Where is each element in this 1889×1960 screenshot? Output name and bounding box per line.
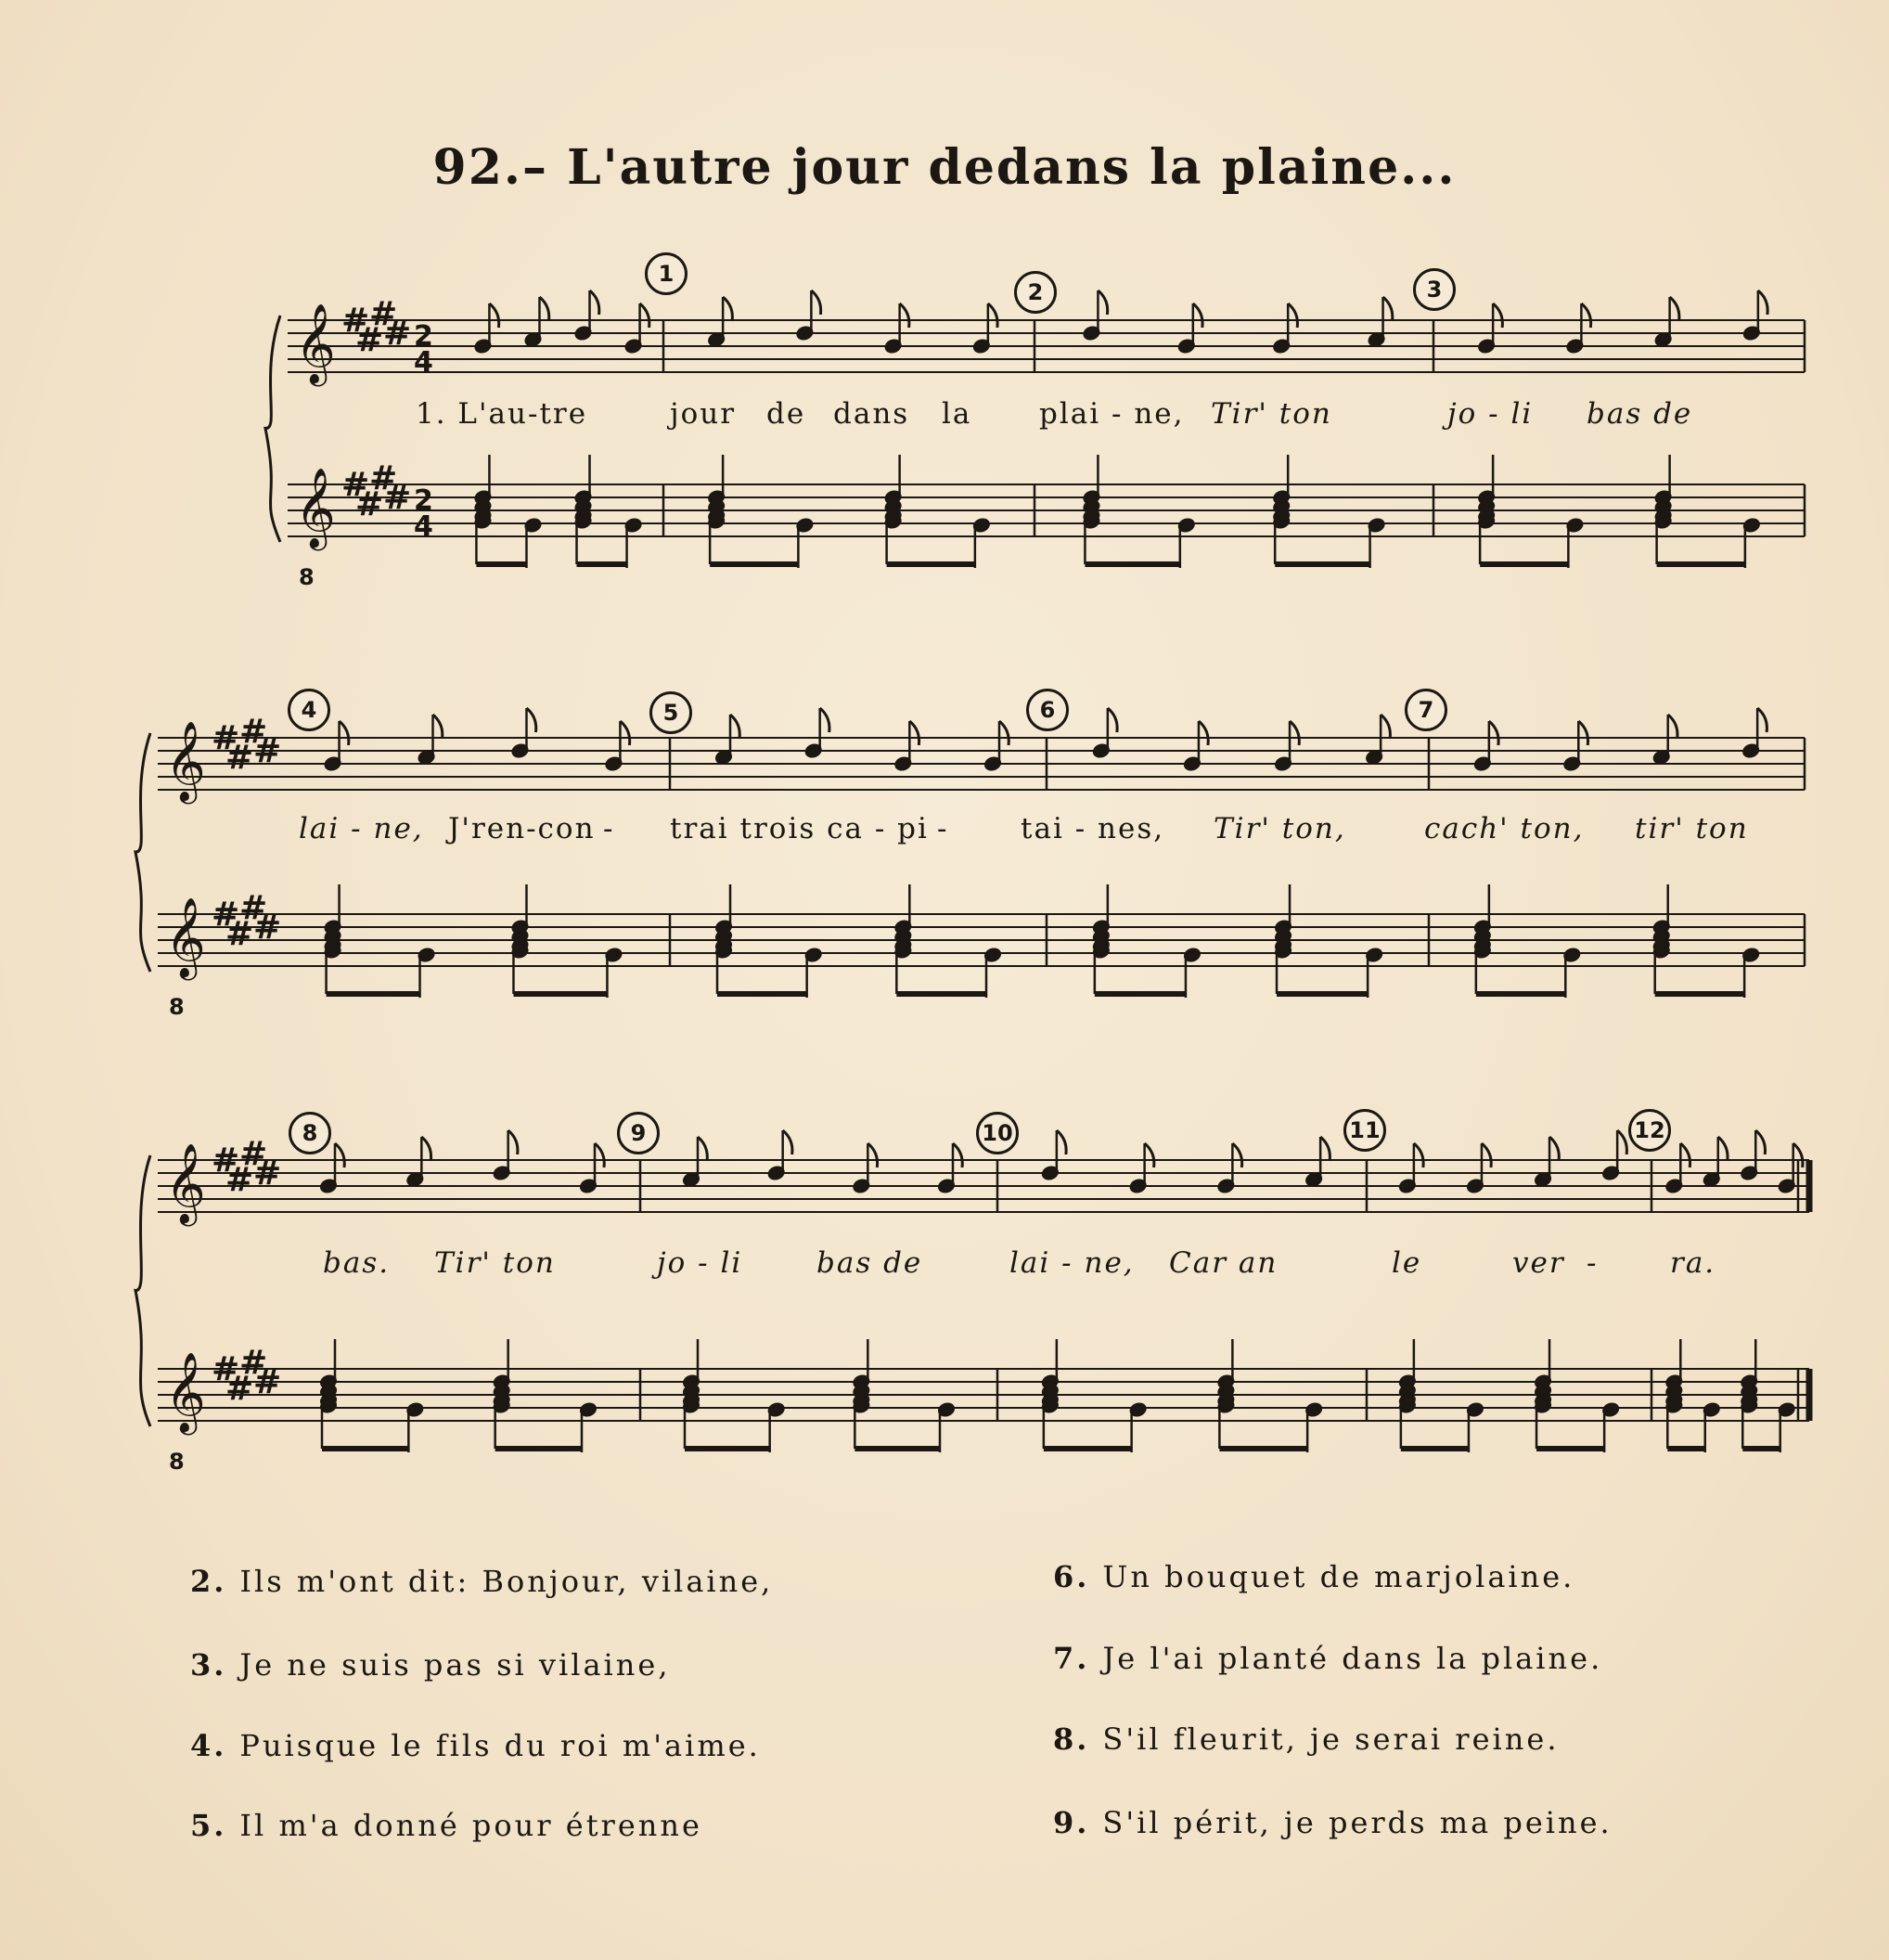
sharp-sign: # [212, 719, 240, 757]
lyric-syllable: plai - ne, [1039, 397, 1185, 431]
note-flag [620, 721, 629, 745]
note-flag [1718, 1137, 1728, 1161]
verse-text: Un bouquet de marjolaine. [1102, 1559, 1575, 1594]
note-flag [1288, 303, 1297, 328]
lyric-syllable: tai - nes, [1021, 812, 1165, 845]
verse-number: 4. [190, 1728, 227, 1763]
verse-7 [1053, 1641, 1602, 1676]
note-flag [1758, 290, 1767, 315]
lyric-syllable: de [766, 397, 806, 431]
sharp-sign: # [239, 1135, 268, 1173]
lyric-syllable: J'ren-con [448, 812, 596, 845]
note-flag [539, 297, 548, 321]
lyric-syllable: Car an [1169, 1246, 1279, 1280]
note-flag [1381, 715, 1390, 739]
lyric-syllable: - [937, 812, 949, 845]
verse-number: 7. [1053, 1641, 1090, 1676]
verse-text: Ils m'ont dit: Bonjour, vilaine, [239, 1564, 774, 1599]
lyric-syllable: Tir' ton [1211, 397, 1332, 431]
sharp-sign: # [341, 466, 370, 504]
note-flag [1199, 721, 1208, 745]
note-flag [1757, 708, 1767, 732]
note-flag [867, 1143, 877, 1167]
verse-text: Je ne suis pas si vilaine, [239, 1647, 671, 1683]
note-flag [783, 1130, 792, 1154]
verse-3 [190, 1647, 670, 1683]
note-flag [1755, 1130, 1765, 1154]
sharp-sign: # [253, 909, 282, 947]
lyric-syllable: dans [833, 397, 910, 431]
lyric-syllable: bas de [1587, 397, 1693, 431]
treble-clef: 𝄞 [165, 1352, 206, 1432]
sharp-sign: # [239, 1344, 268, 1382]
sharp-sign: # [253, 1154, 282, 1193]
measure-number: 4 [288, 689, 330, 731]
voice-staff [158, 713, 1805, 805]
brace [135, 1155, 150, 1426]
lyric-syllable: ra. [1670, 1246, 1716, 1280]
verse-number: 8. [1053, 1721, 1090, 1757]
lyric-syllable: le [1392, 1246, 1422, 1280]
note-flag [595, 1143, 604, 1167]
measure-number: 10 [976, 1112, 1019, 1154]
lyric-syllable: jour [670, 397, 737, 431]
note-flag [1057, 1130, 1066, 1154]
note-flag [1193, 303, 1202, 328]
octave-eight: 8 [299, 564, 315, 590]
sharp-sign: # [225, 915, 254, 953]
guitar-staff [158, 1344, 1809, 1475]
sharp-sign: # [369, 459, 398, 497]
note-flag [335, 1143, 344, 1167]
verse-text: S'il fleurit, je serai reine. [1102, 1721, 1560, 1757]
octave-eight: 8 [169, 1449, 185, 1475]
note-flag [433, 715, 443, 739]
lyric-syllable: 1. L'au-tre [416, 397, 588, 431]
treble-clef: 𝄞 [295, 303, 336, 383]
lyric-syllable: Tir' ton, [1214, 812, 1346, 845]
verse-text: Puisque le fils du roi m'aime. [239, 1728, 761, 1763]
lyric-syllable: jo - li [657, 1246, 743, 1280]
note-flag [900, 303, 909, 328]
brace [265, 316, 280, 542]
verse-text: Il m'a donné pour étrenne [239, 1808, 702, 1843]
measure-number: 9 [617, 1112, 660, 1154]
note-flag [909, 721, 919, 745]
guitar-staff [158, 889, 1805, 1020]
lyric-syllable: tir' ton [1635, 812, 1749, 845]
sharp-sign: # [212, 896, 240, 934]
note-flag [730, 715, 739, 739]
verse-number: 2. [190, 1564, 227, 1599]
lyric-syllable: - [1587, 1246, 1599, 1280]
note-flag [1670, 297, 1679, 321]
note-flag [1290, 721, 1299, 745]
note-flag [953, 1143, 962, 1167]
note-flag [1549, 1137, 1559, 1161]
time-signature-digit: 4 [414, 346, 433, 379]
sharp-sign: # [253, 1363, 282, 1401]
sharp-sign: # [225, 1161, 254, 1199]
time-signature-digit: 2 [414, 320, 433, 353]
sharp-sign: # [239, 713, 268, 751]
lyric-syllable: lai - ne, [1009, 1246, 1135, 1280]
note-flag [988, 303, 997, 328]
verse-number: 6. [1053, 1559, 1090, 1594]
note-flag [698, 1137, 707, 1161]
note-flag [590, 290, 599, 315]
measure-number: 7 [1405, 689, 1447, 731]
verse-text: Je l'ai planté dans la plaine. [1102, 1641, 1603, 1676]
verse-number: 9. [1053, 1805, 1090, 1840]
note-flag [1320, 1137, 1330, 1161]
measure-number: 1 [645, 252, 687, 295]
verse-2 [190, 1564, 773, 1599]
song-title: 92.– L'autre jour dedans la plaine... [432, 139, 1457, 196]
note-flag [1581, 303, 1590, 328]
note-flag [1414, 1143, 1423, 1167]
lyric-syllable: lai - ne, [299, 812, 424, 845]
lyric-syllable: - [603, 812, 615, 845]
note-flag [1489, 721, 1498, 745]
note-flag [508, 1130, 518, 1154]
sharp-sign: # [225, 739, 254, 777]
treble-clef: 𝄞 [165, 721, 206, 801]
time-signature-digit: 4 [414, 510, 433, 543]
note-flag [1098, 290, 1107, 315]
measure-number: 2 [1014, 271, 1057, 314]
sharp-sign: # [239, 889, 268, 927]
verse-5 [190, 1808, 702, 1843]
sharp-sign: # [212, 1350, 240, 1388]
lyric-syllable: cach' ton, [1424, 812, 1585, 845]
note-flag [723, 297, 732, 321]
note-flag [820, 708, 829, 732]
note-flag [489, 303, 498, 328]
measure-number: 8 [289, 1112, 331, 1154]
time-signature-digit: 2 [414, 484, 433, 517]
lyric-syllable: bas de [816, 1246, 923, 1280]
treble-clef: 𝄞 [165, 897, 206, 977]
verse-8 [1053, 1721, 1559, 1757]
measure-number: 5 [649, 691, 692, 734]
treble-clef: 𝄞 [295, 468, 336, 548]
system-2 [135, 708, 1805, 1020]
note-flag [340, 721, 349, 745]
verse-number: 5. [190, 1808, 227, 1843]
lyric-syllable: ver [1512, 1246, 1565, 1280]
lyric-syllable: Tir' ton [434, 1246, 556, 1280]
note-flag [999, 721, 1009, 745]
sharp-sign: # [341, 302, 370, 340]
system-3 [135, 1130, 1809, 1475]
verse-text: S'il périt, je perds ma peine. [1102, 1805, 1613, 1840]
sharp-sign: # [383, 479, 412, 517]
sharp-sign: # [355, 485, 384, 523]
lyric-syllable: jo - li [1447, 397, 1534, 431]
treble-clef: 𝄞 [165, 1143, 206, 1223]
note-flag [1617, 1130, 1626, 1154]
sharp-sign: # [369, 295, 398, 333]
lyric-syllable: la [942, 397, 972, 431]
note-flag [1493, 303, 1502, 328]
sharp-sign: # [225, 1370, 254, 1408]
note-flag [811, 290, 820, 315]
sharp-sign: # [383, 315, 412, 353]
brace [135, 733, 150, 972]
measure-number: 11 [1343, 1109, 1386, 1152]
sharp-sign: # [355, 321, 384, 359]
lyric-syllable: bas. [323, 1246, 391, 1280]
octave-eight: 8 [169, 994, 185, 1020]
note-flag [1383, 297, 1393, 321]
verse-number: 3. [190, 1647, 227, 1683]
note-flag [640, 303, 649, 328]
note-flag [1145, 1143, 1154, 1167]
sharp-sign: # [212, 1141, 240, 1180]
measure-number: 6 [1026, 689, 1069, 731]
sharp-sign: # [253, 732, 282, 770]
system-1 [265, 290, 1805, 590]
note-flag [421, 1137, 430, 1161]
verse-6 [1053, 1559, 1574, 1594]
note-flag [1578, 721, 1587, 745]
note-flag [1232, 1143, 1241, 1167]
measure-number: 3 [1413, 268, 1456, 311]
note-flag [526, 708, 535, 732]
verse-4 [190, 1728, 761, 1763]
measure-number: 12 [1628, 1109, 1671, 1152]
verse-9 [1053, 1805, 1613, 1840]
note-flag [1108, 708, 1117, 732]
note-flag [1680, 1143, 1690, 1167]
lyric-syllable: trai trois ca - pi [670, 812, 929, 845]
note-flag [1482, 1143, 1491, 1167]
note-flag [1668, 715, 1677, 739]
